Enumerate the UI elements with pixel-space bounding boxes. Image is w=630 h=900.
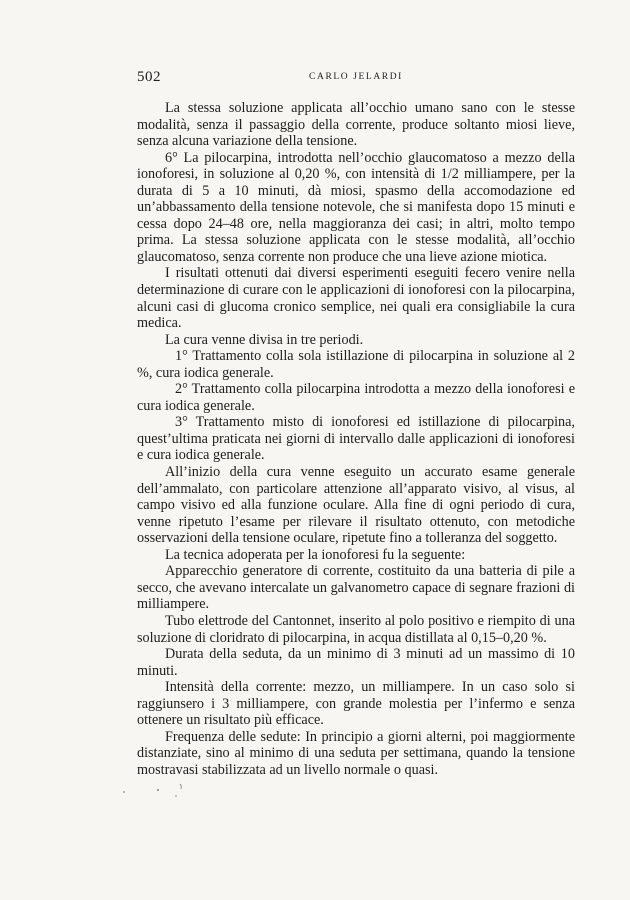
paragraph-12: Durata della seduta, da un minimo di 3 minuti ad un massimo di 10 minuti. [137,646,575,679]
paragraph-1: La stessa soluzione applicata all’occhio umano sano con le stesse modalità, senza il passaggio della corrente, produce soltanto miosi lieve, senza alcuna variazione della tensione. [137,100,575,150]
period-3-item: 3° Trattamento misto di ionoforesi ed istillazione di pilocarpina, quest’ultima praticata nei giorni di intervallo dalle applicazioni di ionoforesi e cura iodica generale. [137,414,575,464]
paragraph-8: All’inizio della cura venne eseguito un accurato esame generale dell’ammalato, con particolare attenzione all’apparato visivo, al visus, al campo visivo ed alla funzione oculare. Alla fine di ogni periodo di cura, venne ripetuto l’esame per rilevare il risultato ottenuto, con metodiche osservazioni della tensione oculare, ripetute fino a tolleranza del soggetto. [137,464,575,547]
paragraph-4: La cura venne divisa in tre periodi. [165,331,364,348]
paragraph-2: 6° La pilocarpina, introdotta nell’occhio glaucomatoso a mezzo della ionoforesi, in soluzione al 0,20 %, con intensità di 1/2 milliampere, per la durata di 5 a 10 minuti, dà miosi, spasmo della accomodazione ed un’abbassamento della tensione notevole, che si manifesta dopo 15 minuti e cessa dopo 24–48 ore, nella maggioranza dei casi; in altri, molto tempo prima. La stessa soluzione applicata con le stesse modalità, all’occhio glaucomatoso, senza corrente non produce che una lieve azione miotica. [137,149,575,265]
body-text [137,100,575,778]
paragraph-3: I risultati ottenuti dai diversi esperimenti eseguiti fecero venire nella determinazione di curare con le applicazioni di ionoforesi con la pilocarpina, alcuni casi di glucoma cronico semplice, nei quali era consigliabile la cura medica. [137,265,575,332]
page-header [137,69,575,89]
period-1-item: 1° Trattamento colla sola istillazione di pilocarpina in soluzione al 2 %, cura iodica generale. [137,348,575,381]
period-2-item: 2° Trattamento colla pilocarpina introdotta a mezzo della ionoforesi e cura iodica generale. [137,381,575,414]
print-specks [118,778,198,808]
running-head: CARLO JELARDI [309,72,403,82]
paragraph-11: Tubo elettrode del Cantonnet, inserito al polo positivo e riempito di una soluzione di cloridrato di pilocarpina, in acqua distillata al 0,15–0,20 %. [137,612,575,646]
paragraph-14: Frequenza delle sedute: In principio a giorni alterni, poi maggiormente distanziate, sino al minimo di una seduta per settimana, quando la tensione mostravasi stabilizzata ad un livello normale o quasi. [137,728,575,778]
paragraph-13: Intensità della corrente: mezzo, un milliampere. In un caso solo si raggiunsero i 3 milliampere, con grande molestia per l’infermo e senza ottenere un risultato più efficace. [137,679,575,729]
paragraph-10: Apparecchio generatore di corrente, costituito da una batteria di pile a secco, che avevano intercalate un galvanometro capace di segnare frazioni di milliampere. [137,563,575,613]
page-number: 502 [137,69,161,85]
paragraph-9: La tecnica adoperata per la ionoforesi fu la seguente: [165,546,466,563]
